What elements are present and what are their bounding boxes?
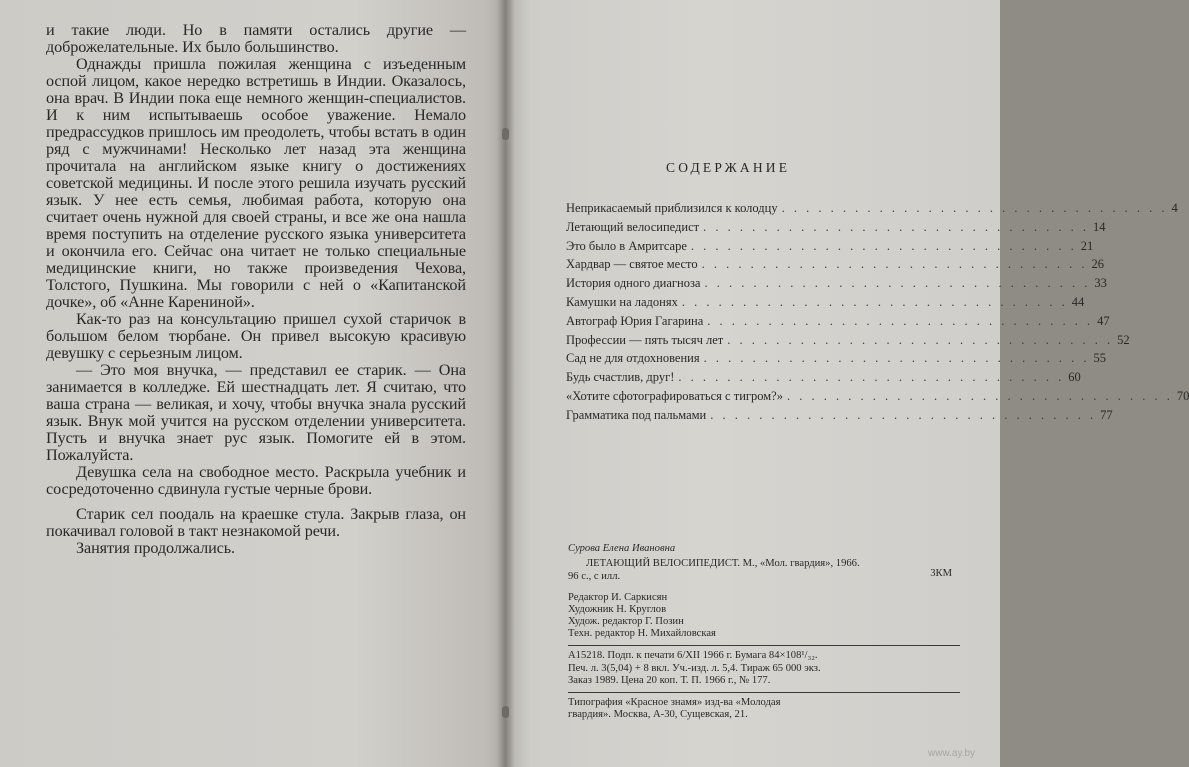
credits xyxy=(568,592,968,641)
book-gutter xyxy=(497,0,515,767)
toc-entry-page: 21 xyxy=(1080,238,1094,253)
tech-line: Заказ 1989. Цена 20 коп. Т. П. 1966 г., № 177. xyxy=(568,674,771,686)
paragraph: Однажды пришла пожилая женщина с изъеденным оспой лицом, какое нередко встретишь в Индии. Оказалось, она врач. В Индии пока еще немного женщин-специалистов. И к ним испытываешь особое уважение. Немало предрассудков пришлось им преодолеть, чтобы встать в один ряд с мужчинами! Несколько лет назад эта женщина прочитала на английском языке книгу о достижениях советской медицины. И после этого решила изучать русский язык. У нее есть семья, любимая работа, которую она считает очень нужной для своей страны, и все же она нашла время поступить на отделение русского языка университета и окончила его. Сейчас она читает не только специальные медицинские книги, но также произведения Чехова, Толстого, Пушкина. Мы говорили с ней о «Капитанской дочке», об «Анне Карениной». xyxy=(46,55,466,311)
toc-entry-title: Сад не для отдохновения xyxy=(566,351,700,366)
toc-entry-page: 4 xyxy=(1171,201,1178,215)
toc-entry: Хардвар — святое место . . . . . . . . . . . . . . . . . . . . . . . . . . . . . . . . 26 xyxy=(566,257,1104,272)
left-page xyxy=(0,0,506,767)
toc-entry-page: 33 xyxy=(1094,276,1107,291)
toc-entry-title: Будь счастлив, друг! xyxy=(566,370,675,385)
body-text xyxy=(46,22,466,557)
toc-entry: Летающий велосипедист . . . . . . . . . . . . . . . . . . . . . . . . . . . . . . . . 14 xyxy=(566,219,1106,234)
printer-info xyxy=(568,697,968,721)
toc-entry-title: «Хотите сфотографироваться с тигром?» xyxy=(566,388,783,403)
credit-line: Художник Н. Круглов xyxy=(568,603,667,615)
toc-entry: Сад не для отдохновения . . . . . . . . . . . . . . . . . . . . . . . . . . . . . . . . 55 xyxy=(566,351,1106,366)
tech-details xyxy=(568,650,968,687)
staple xyxy=(502,706,509,718)
toc-entry-page: 70 xyxy=(1176,388,1189,403)
tech-line: А15218. Подп. к печати 6/XII 1966 г. Бумага 84×108¹/₃₂. xyxy=(568,650,818,662)
toc-entry-page: 14 xyxy=(1093,219,1106,234)
toc-entry: Профессии — пять тысяч лет . . . . . . . . . . . . . . . . . . . . . . . . . . . . . . . . 52 xyxy=(566,332,1130,347)
table-of-contents xyxy=(566,201,1189,427)
toc-entry-title: Это было в Амритсаре xyxy=(566,238,687,253)
toc-title: СОДЕРЖАНИЕ xyxy=(666,160,791,175)
toc-entry-title: Камушки на ладонях xyxy=(566,294,678,309)
toc-entry-title: Автограф Юрия Гагарина xyxy=(566,313,704,328)
toc-entry-title: Хардвар — святое место xyxy=(566,257,698,272)
credit-line: Худож. редактор Г. Позин xyxy=(568,616,684,628)
toc-entry: История одного диагноза . . . . . . . . . . . . . . . . . . . . . . . . . . . . . . . . 33 xyxy=(566,276,1107,291)
author-name: Сурова Елена Ивановна xyxy=(568,543,676,554)
tech-line: Печ. л. 3(5,04) + 8 вкл. Уч.-изд. л. 5,4. Тираж 65 000 экз. xyxy=(568,662,821,674)
divider xyxy=(568,645,960,646)
toc-entry-title: Неприкасаемый приблизился к колодцу xyxy=(566,201,778,215)
divider xyxy=(568,692,960,693)
toc-entry: Будь счастлив, друг! . . . . . . . . . . . . . . . . . . . . . . . . . . . . . . . . 60 xyxy=(566,370,1081,385)
toc-entry-page: 47 xyxy=(1097,313,1110,328)
classification-code: 3КМ xyxy=(930,568,952,579)
staple xyxy=(502,128,509,140)
imprint-block xyxy=(568,543,968,721)
toc-entry: Камушки на ладонях . . . . . . . . . . . . . . . . . . . . . . . . . . . . . . . . 44 xyxy=(566,294,1085,309)
book-pages-line: 96 с., с илл. xyxy=(568,571,621,583)
toc-entry-title: Летающий велосипедист xyxy=(566,219,700,234)
book-title-line: ЛЕТАЮЩИЙ ВЕЛОСИПЕДИСТ. М., «Мол. гвардия», 1966. xyxy=(586,558,860,570)
paragraph: и такие люди. Но в памяти остались другие — доброжелательные. Их было большинство. xyxy=(46,21,466,56)
toc-entry: Неприкасаемый приблизился к колодцу . . . . . . . . . . . . . . . . . . . . . . . . . . . . . . . . 4 xyxy=(566,201,1178,215)
toc-entry: Грамматика под пальмами . . . . . . . . . . . . . . . . . . . . . . . . . . . . . . . . 77 xyxy=(566,407,1113,422)
toc-entry-page: 44 xyxy=(1071,294,1085,309)
toc-entry-page: 77 xyxy=(1100,407,1113,422)
toc-entry-page: 60 xyxy=(1068,370,1081,385)
paragraph: Девушка села на свободное место. Раскрыла учебник и сосредоточенно сдвинула густые черные брови. xyxy=(46,463,466,498)
toc-entry-title: Профессии — пять тысяч лет xyxy=(566,332,724,347)
watermark: www.ay.by xyxy=(928,748,976,759)
printer-line: Типография «Красное знамя» изд-ва «Молодая xyxy=(568,697,781,709)
paragraph: — Это моя внучка, — представил ее старик. — Она занимается в колледже. Ей шестнадцать лет. Я считаю, что ваша страна — великая, и хочу, чтобы внучка знала русский язык. Внук мой учится на русском отделении университета. Пусть и внучка знает рус язык. Помогите ей в этом. Пожалуйста. xyxy=(46,361,466,464)
toc-entry-page: 55 xyxy=(1093,351,1106,366)
toc-entry-title: История одного диагноза xyxy=(566,276,701,291)
toc-entry-page: 26 xyxy=(1091,257,1104,272)
toc-entry-title: Грамматика под пальмами xyxy=(566,407,707,422)
credit-line: Редактор И. Саркисян xyxy=(568,591,668,603)
credit-line: Техн. редактор Н. Михайловская xyxy=(568,628,716,640)
toc-entry: Автограф Юрия Гагарина . . . . . . . . . . . . . . . . . . . . . . . . . . . . . . . . 47 xyxy=(566,313,1110,328)
paragraph: Старик сел поодаль на краешке стула. Закрыв глаза, он покачивал головой в такт незнакомой речи. xyxy=(46,505,466,540)
paragraph: Занятия продолжались. xyxy=(76,539,235,557)
printer-line: гвардия». Москва, А-30, Сущевская, 21. xyxy=(568,709,748,721)
toc-entry: «Хотите сфотографироваться с тигром?» . . . . . . . . . . . . . . . . . . . . . . . . . . . . . . . . 70 xyxy=(566,388,1189,403)
toc-entry: Это было в Амритсаре . . . . . . . . . . . . . . . . . . . . . . . . . . . . . . . . 21 xyxy=(566,238,1094,253)
toc-entry-page: 52 xyxy=(1117,332,1130,347)
paragraph: Как-то раз на консультацию пришел сухой старичок в большом белом тюрбане. Он привел высокую красивую девушку с серьезным лицом. xyxy=(46,310,466,362)
